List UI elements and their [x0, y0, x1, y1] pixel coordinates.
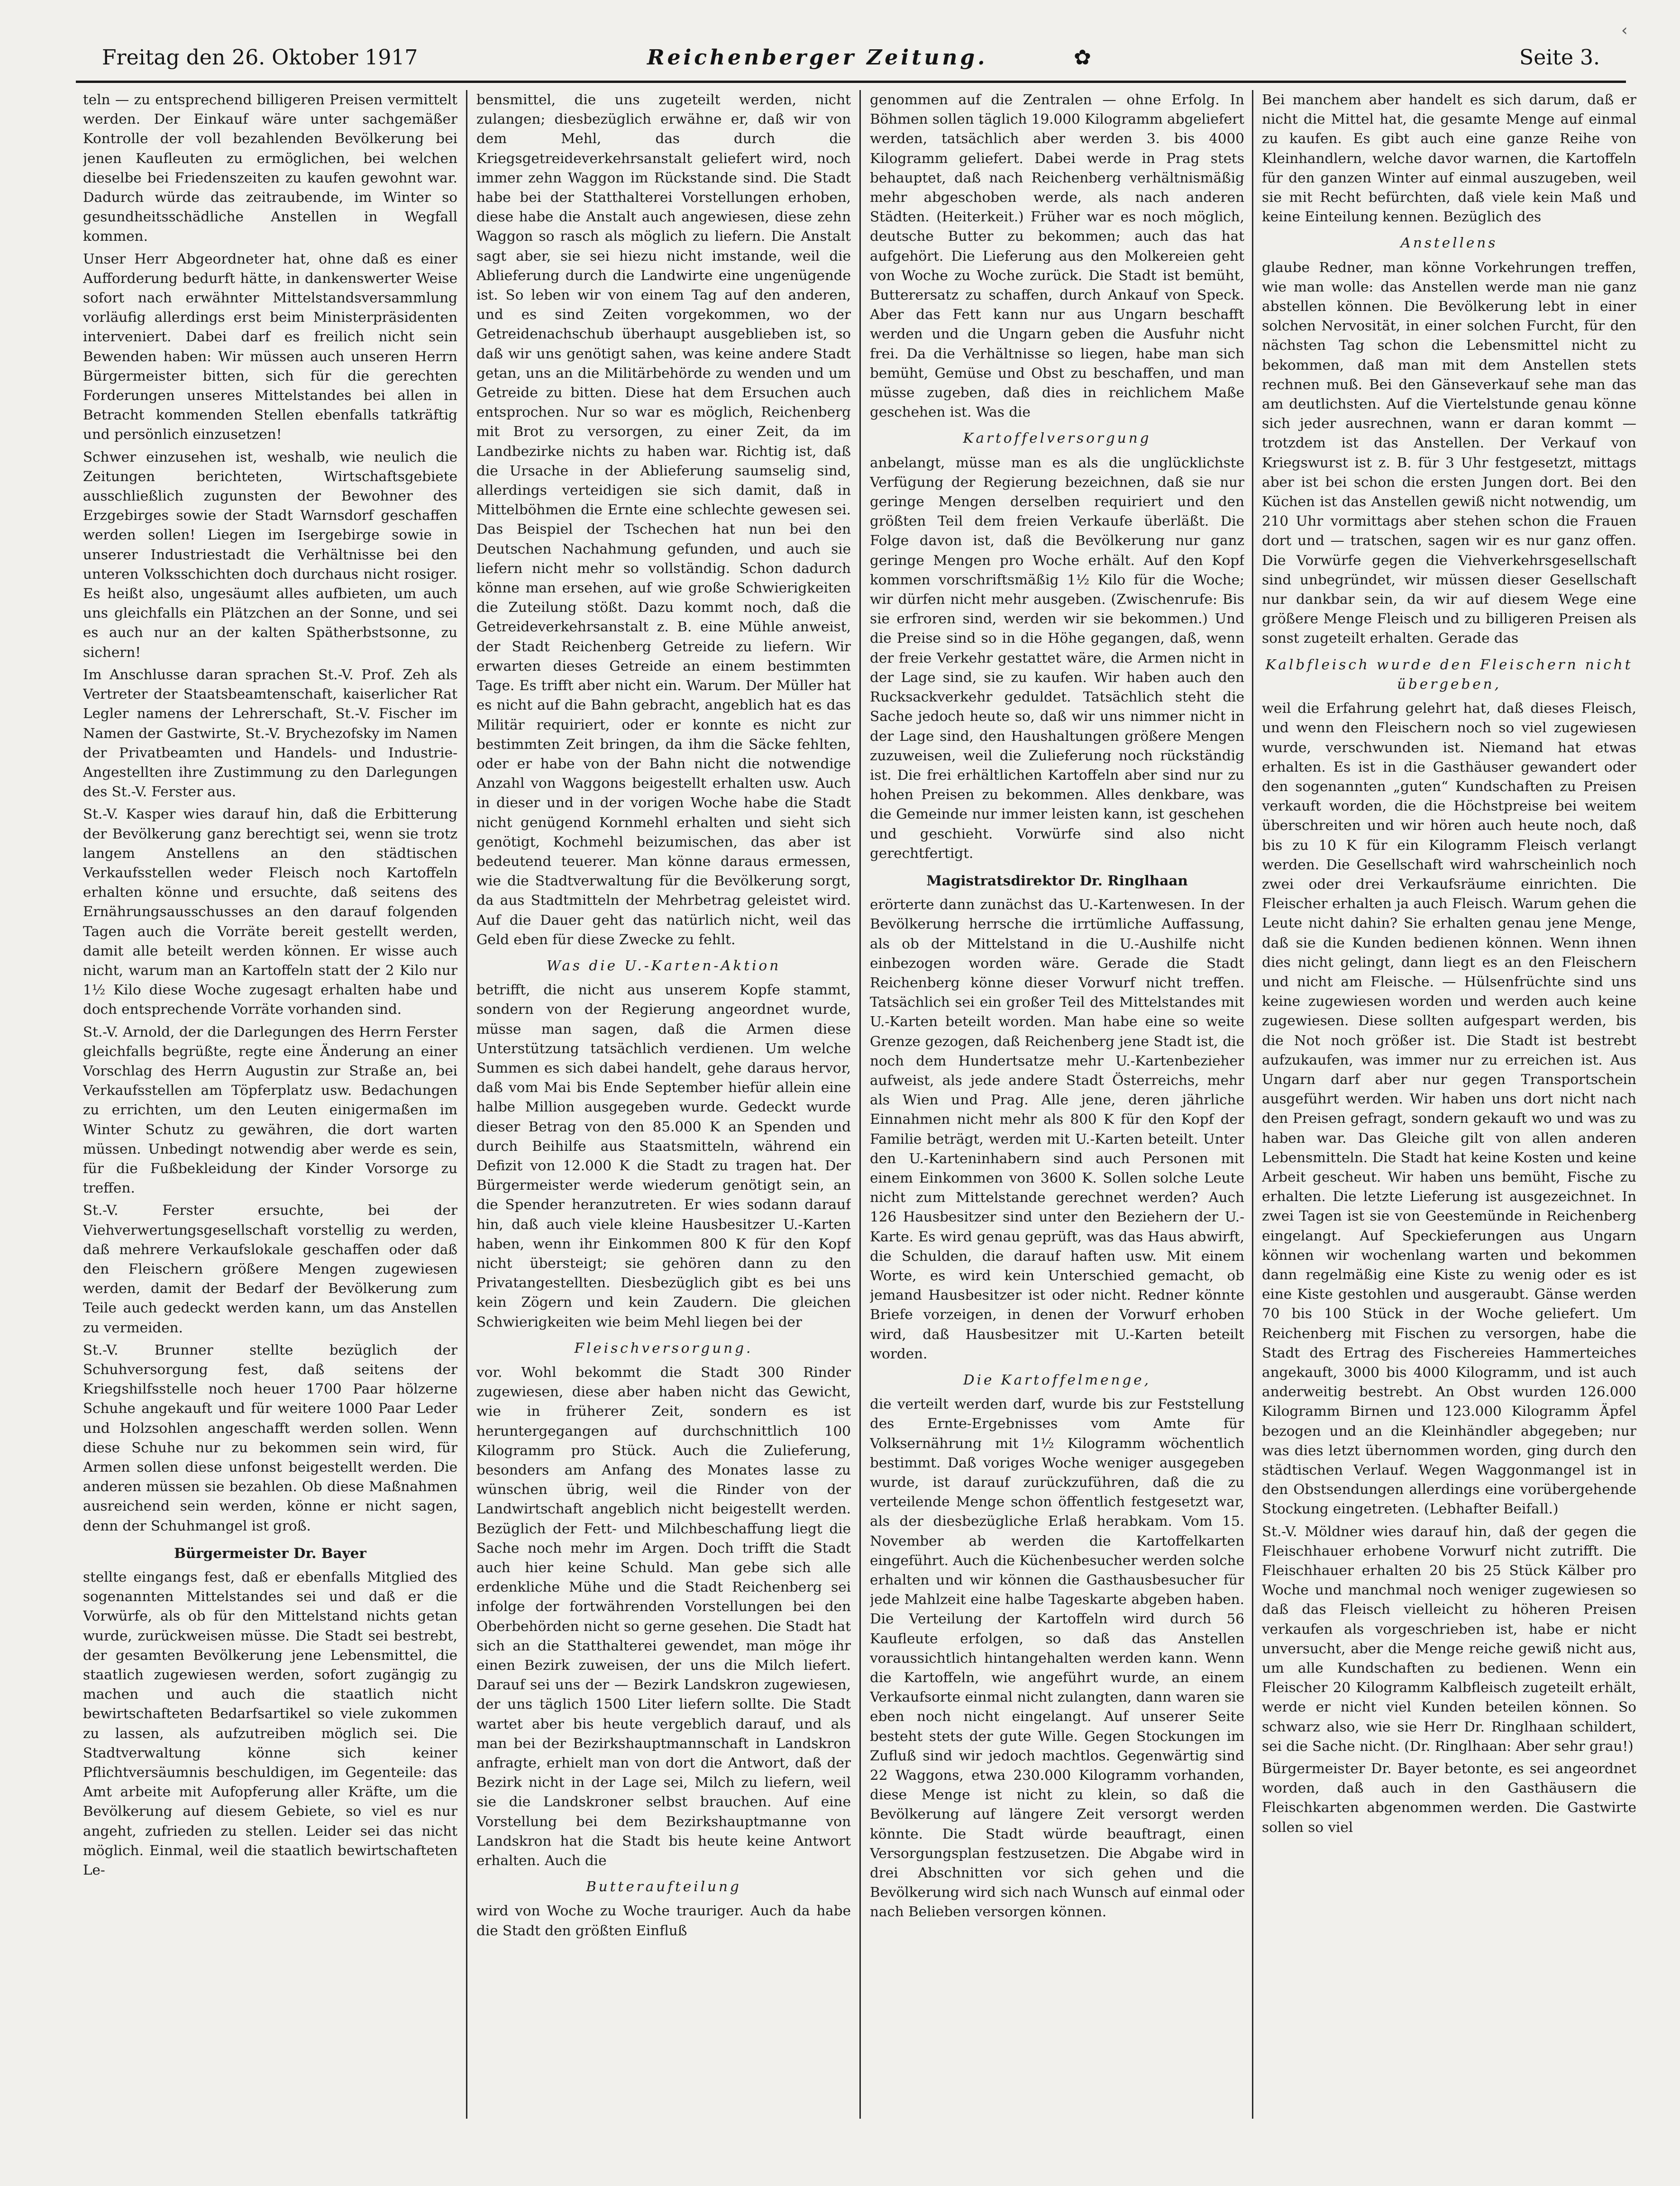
column-divider	[466, 90, 467, 2119]
section-heading: Die Kartoffelmenge,	[963, 1372, 1151, 1388]
header-rule	[76, 81, 1626, 83]
issue-date: Freitag den 26. Oktober 1917	[102, 46, 418, 70]
speaker-heading: Bürgermeister Dr. Bayer	[174, 1544, 366, 1561]
article-paragraph: Im Anschlusse daran sprachen St.-V. Prof. Zeh als Vertreter der Staatsbeamtenschaft, kaiserlicher Rat Legler namens der Lehrerschaft, St.-V. Fischer im Namen der Gastwirte, St.-V. Brychezofsky im Namen der Privatbeamten und Handels- und Industrie-Angestellten ihre Zustimmung zu den Darlegungen des St.-V. Ferster aus.	[83, 666, 457, 800]
article-paragraph: wird von Woche zu Woche trauriger. Auch da habe die Stadt den größten Einfluß	[476, 1903, 851, 1939]
section-heading: Fleischversorgung.	[574, 1339, 753, 1356]
article-paragraph: glaube Redner, man könne Vorkehrungen treffen, wie man wolle: das Anstellen werde man nie ganz abstellen können. Die Bevölkerung lebt in einer solchen Nervosität, in einer solchen Furcht, für den nächsten Tag schon die Lebensmittel nicht zu bekommen, daß man mit dem Anstellen stets rechnen muß. Bei den Gänseverkauf sehe man das am deutlichsten. Auf die Viertelstunde genau könne sich jeder ausrechnen, wann er daran kommt — trotzdem ist das Anstellen. Der Verkauf von Kriegswurst ist z. B. für 3 Uhr festgesetzt, mittags aber ist bei schon die ersten Jungen dort. Bei den Küchen ist das Anstellen gewiß nicht notwendig, um 210 Uhr vormittags aber stehen schon die Frauen dort und — tratschen, sagen wir es nur ganz offen. Die Vorwürfe gegen die Viehverkehrsgesellschaft sind unbegründet, wir müssen dieser Gesellschaft nur dankbar sein, da wir auf diesem Wege eine größere Menge Fleisch und zu billigeren Preisen als sonst zugeteilt erhalten. Gerade das	[1262, 259, 1636, 647]
article-paragraph: anbelangt, müsse man es als die unglücklichste Verfügung der Regierung bezeichnen, daß sie nur geringe Mengen derselben requiriert und den größten Teil dem freien Verkaufe überläßt. Die Folge davon ist, daß die Bevölkerung nur ganz geringe Mengen pro Woche erhält. Auf den Kopf kommen vorschriftsmäßig 1½ Kilo für die Woche; wir dürfen nicht mehr ausgeben. (Zwischenrufe: Bis sie erfroren sind, werden wir sie bekommen.) Und die Preise sind so in die Höhe gegangen, daß, wenn der freie Verkehr gestattet wäre, die Armen nicht in der Lage sind, sie zu kaufen. Wir haben auch den Rucksackverkehr geduldet. Tatsächlich steht die Sache jedoch heute so, daß wir uns nimmer nicht in der Lage sind, den Haushaltungen größere Mengen zuzuweisen, weil die Zulieferung noch rückständig ist. Die frei erhältlichen Kartoffeln aber sind nur zu hohen Preisen zu bekommen. Alles denkbare, was die Gemeinde nur immer leisten kann, ist geschehen und geschieht. Vorwürfe sind also nicht gerechtfertigt.	[870, 454, 1244, 861]
newspaper-title: Reichenberger Zeitung.	[647, 46, 988, 70]
section-heading: Kartoffelversorgung	[963, 430, 1151, 446]
column-2	[476, 90, 851, 2119]
article-paragraph: St.-V. Brunner stellte bezüglich der Schuhversorgung fest, daß seitens der Kriegshilfsstelle noch heuer 1700 Paar hölzerne Schuhe angekauft und für weitere 1000 Paar Leder und Holzsohlen angeschafft werden sollen. Wenn diese Schuhe nur zu bekommen sein wird, für Armen sollen diese unfonst beigestellt werden. Die anderen müssen sie bezahlen. Ob diese Maßnahmen ausreichend sein werden, könne er nicht sagen, denn der Schuhmangel ist groß.	[83, 1341, 457, 1534]
article-paragraph: St.-V. Ferster ersuchte, bei der Viehverwertungsgesellschaft vorstellig zu werden, daß mehrere Verkaufslokale geschaffen oder daß den Fleischern größere Mengen zugewiesen werden, damit der Bedarf der Bevölkerung zum Teile auch gedeckt werden kann, um das Anstellen zu vermeiden.	[83, 1202, 457, 1336]
article-paragraph: weil die Erfahrung gelehrt hat, daß dieses Fleisch, und wenn den Fleischern noch so viel zugewiesen wurde, verschwunden ist. Niemand hat etwas erhalten. Es ist in die Gasthäuser gewandert oder den sogenannten „guten“ Kundschaften zu Preisen verkauft worden, die die Höchstpreise bei weitem überschreiten und wir hören auch heute noch, daß bis zu 10 K für ein Kilogramm Fleisch verlangt werden. Die Gesellschaft wird wahrscheinlich noch zwei oder drei Verkaufsräume einrichten. Die Fleischer erhalten ja auch Fleisch. Warum gehen die Leute nicht dahin? Sie erhalten genau jene Menge, daß sie die Kunden bedienen können. Wenn ihnen dies nicht gelingt, dann liegt es an den Fleischern und nicht am Fleische. — Hülsenfrüchte sind uns keine zugewiesen worden und werden auch keine zugewiesen. Diese sollten aufgespart werden, bis die Not noch größer ist. Die Stadt ist bestrebt aufzukaufen, was immer nur zu erreichen ist. Aus Ungarn darf aber nur gegen Transportschein ausgeführt werden. Wir haben uns dort nicht nach den Preisen gefragt, sondern gekauft wo und was zu haben war. Das Gleiche gilt von allen anderen Lebensmitteln. Die Stadt hat keine Kosten und keine Arbeit gescheut. Wir haben uns bemüht, Fische zu erhalten. Die letzte Lieferung ist ausgezeichnet. In zwei Tagen ist sie von Geestemünde in Reichenberg eingelangt. Auf Speckieferungen aus Ungarn können wir wochenlang warten und bekommen dann regelmäßig eine Kiste zu wenig oder es ist eine Kiste gestohlen und ausgeraubt. Gänse werden 70 bis 100 Stück in der Woche geliefert. Um Reichenberg mit Fischen zu versorgen, habe die Stadt des Ertrag des Fischereies Hammerteiches angekauft, 3000 bis 4000 Kilogramm, und ist auch anderweitig bestrebt. An Obst wurden 126.000 Kilogramm Birnen und 123.000 Kilogramm Äpfel bezogen und an die Kleinhändler abgegeben; nur was dies letzt übernommen worden, ging durch den städtischen Verlauf. Wegen Waggonmangel ist in den Obstsendungen allerdings eine vorübergehende Stockung eingetreten. (Lebhafter Beifall.)	[1262, 700, 1636, 1517]
article-paragraph: erörterte dann zunächst das U.-Kartenwesen. In der Bevölkerung herrsche die irrtümliche Auffassung, als ob der Mittelstand in die U.-Aushilfe nicht einbezogen worden wäre. Gerade die Stadt Reichenberg könne dieser Vorwurf nicht treffen. Tatsächlich sei ein großer Teil des Mittelstandes mit U.-Karten beteilt worden. Man habe eine so weite Grenze gezogen, daß Reichenberg jene Stadt ist, die noch dem Hundertsatze mehr U.-Kartenbezieher aufweist, als jede andere Stadt Österreichs, mehr als Wien und Prag. Alle jene, deren jährliche Einnahmen nicht mehr als 800 K für den Kopf der Familie beträgt, werden mit U.-Karten beteilt. Unter den U.-Karteninhabern sind auch Personen mit einem Einkommen von 3600 K. Sollen solche Leute nicht zum Mittelstande gerechnet werden? Auch 126 Hausbesitzer sind unter den Beziehern der U.-Karte. Es wird genau geprüft, was das Haus abwirft, die Schulden, die darauf haften usw. Mit einem Worte, es wird kein Unterschied gemacht, ob jemand Hausbesitzer ist oder nicht. Redner könnte Briefe vorzeigen, in denen der Vorwurf erhoben wird, daß Hausbesitzer mit U.-Karten beteilt worden.	[870, 896, 1244, 1362]
column-4	[1262, 90, 1636, 2119]
article-paragraph: stellte eingangs fest, daß er ebenfalls Mitglied des sogenannten Mittelstandes sei und daß er die Vorwürfe, als ob für den Mittelstand nichts getan wurde, zurückweisen müsse. Die Stadt sei bestrebt, der gesamten Bevölkerung jene Lebensmittel, die staatlich zugewiesen werden, sofort zugängig zu machen und auch die staatlich nicht bewirtschafteten Bedarfsartikel so viele zukommen zu lassen, als aufzutreiben möglich sei. Die Stadtverwaltung könne sich keiner Pflichtversäumnis beschuldigen, im Gegenteile: das Amt arbeite mit Aufopferung aller Kräfte, um die Bevölkerung auf diesem Gebiete, so viel es nur angeht, zufrieden zu stellen. Leider sei das nicht möglich. Einmal, weil die staatlich bewirtschafteten Le-	[83, 1569, 457, 1878]
section-heading: Was die U.-Karten-Aktion	[546, 957, 781, 974]
page-number: Seite 3.	[1519, 46, 1600, 70]
article-paragraph: genommen auf die Zentralen — ohne Erfolg. In Böhmen sollen täglich 19.000 Kilogramm abgeliefert werden, tatsächlich aber werden 3. bis 4000 Kilogramm geliefert. Dabei werde in Prag stets behauptet, daß nach Reichenberg verhältnismäßig mehr abgeschoben werde, als nach anderen Städten. (Heiterkeit.) Früher war es noch möglich, deutsche Butter zu bekommen; auch das hat aufgehört. Die Lieferung aus den Molkereien geht von Woche zu Woche zurück. Die Stadt ist bemüht, Butterersatz zu schaffen, durch Ankauf von Speck. Aber das Fett kann nur aus Ungarn beschafft werden und die Ungarn geben die Ausfuhr nicht frei. Da die Verhältnisse so liegen, habe man sich bemüht, Gemüse und Obst zu beschaffen, und man müsse zugeben, daß dies in reichlichem Maße geschehen ist. Was die	[870, 91, 1244, 420]
ornament-icon: ✿	[1074, 46, 1091, 70]
article-paragraph: teln — zu entsprechend billigeren Preisen vermittelt werden. Der Einkauf wäre unter sachgemäßer Kontrolle der voll bezahlenden Bevölkerung bei jenen Kaufleuten zu ermöglichen, bei welchen dieselbe bei Friedenszeiten zu kaufen gewohnt war. Dadurch würde das zeitraubende, im Winter so gesundheitsschädliche Anstellen in Wegfall kommen.	[83, 91, 457, 245]
article-paragraph: Schwer einzusehen ist, weshalb, wie neulich die Zeitungen berichteten, Wirtschaftsgebiete ausschließlich zugunsten der Bewohner des Erzgebirges sowie der Stadt Warnsdorf geschaffen werden sollen! Liegen im Isergebirge sowie in unserer Industriestadt die Verhältnisse bei den unteren Volksschichten doch durchaus nicht rosiger. Es heißt also, ungesäumt alles aufbieten, um auch uns gleichfalls ein Plätzchen an der Sonne, und sei es auch nur an der kalten Spätherbstsonne, zu sichern!	[83, 448, 457, 660]
article-paragraph: St.-V. Möldner wies darauf hin, daß der gegen die Fleischhauer erhobene Vorwurf nicht zutrifft. Die Fleischhauer erhalten 20 bis 25 Stück Kälber pro Woche und manchmal noch weniger zugewiesen so daß das Fleisch vielleicht zu höheren Preisen verkaufen als vorgeschrieben ist, habe er nicht unversucht, aber die Menge reiche gewiß nicht aus, um alle Kundschaften zu bedienen. Wenn ein Fleischer 20 Kilogramm Kalbfleisch zugeteilt erhält, werde er nicht viel Kunden beteilen können. So schwarz also, wie sie Herr Dr. Ringlhaan schildert, sei die Sache nicht. (Dr. Ringlhaan: Aber sehr grau!)	[1262, 1523, 1636, 1754]
column-divider	[1252, 90, 1253, 2119]
article-paragraph: betrifft, die nicht aus unserem Kopfe stammt, sondern von der Regierung angeordnet wurde, müsse man sagen, daß die Armen diese Unterstützung tatsächlich verdienen. Um welche Summen es sich dabei handelt, gehe daraus hervor, daß vom Mai bis Ende September hiefür allein eine halbe Million ausgegeben wurde. Gedeckt wurde dieser Betrag von den 85.000 K an Spenden und durch Beihilfe aus Staatsmitteln, während ein Defizit von 12.000 K die Stadt zu tragen hat. Der Bürgermeister werde wiederum genötigt sein, an die Spender heranzutreten. Er wies sodann darauf hin, daß auch viele kleine Hausbesitzer U.-Karten haben, wenn ihr Einkommen 800 K für den Kopf nicht übersteigt; sie gehören dann zu den Privatangestellten. Diesbezüglich gibt es bei uns kein Zögern und kein Zaudern. Die gleichen Schwierigkeiten wie beim Mehl liegen bei der	[476, 982, 851, 1330]
section-heading: Butteraufteilung	[586, 1878, 741, 1895]
column-3	[870, 90, 1244, 2119]
article-paragraph: Bei manchem aber handelt es sich darum, daß er nicht die Mittel hat, die gesamte Menge auf einmal zu kaufen. Es gibt auch eine ganze Reihe von Kleinhandlern, welche davor warnen, die Kartoffeln für den ganzen Winter auf einmal auszugeben, weil sie mit Recht befürchten, daß viele kein Maß und keine Einteilung kennen. Bezüglich des	[1262, 91, 1636, 225]
article-paragraph: vor. Wohl bekommt die Stadt 300 Rinder zugewiesen, diese aber haben nicht das Gewicht, wie in früherer Zeit, sondern es ist heruntergegangen auf durchschnittlich 100 Kilogramm pro Stück. Auch die Zulieferung, besonders am Anfang des Monates lasse zu wünschen übrig, weil die Rinder von der Landwirtschaft angeblich nicht beigestellt werden. Bezüglich der Fett- und Milchbeschaffung liegt die Sache noch mehr im Argen. Doch trifft die Stadt auch hier keine Schuld. Man gebe sich alle erdenkliche Mühe und die Stadt Reichenberg sei infolge der fortwährenden Vorstellungen bei den Oberbehörden nicht so gerne gesehen. Die Stadt hat sich an die Statthalterei gewendet, man möge ihr einen Bezirk zuweisen, der uns die Milch liefert. Darauf sei uns der — Bezirk Landskron zugewiesen, der uns täglich 1500 Liter liefern sollte. Die Stadt wartet aber bis heute vergeblich darauf, und als man bei der Bezirkshauptmannschaft in Landskron anfragte, erhielt man von dort die Antwort, daß der Bezirk nicht in der Lage sei, Milch zu liefern, weil sie die Landskroner selbst brauchen. Auf eine Vorstellung bei dem Bezirkshauptmanne von Landskron hat die Stadt bis heute keine Antwort erhalten. Auch die	[476, 1364, 851, 1869]
section-heading: Anstellens	[1400, 235, 1498, 251]
article-paragraph: St.-V. Arnold, der die Darlegungen des Herrn Ferster gleichfalls begrüßte, regte eine Änderung an einer Vorschlag des Herrn Augustin zur Straße an, bei Verkaufsstellen am Töpferplatz usw. Bedachungen zu errichten, um den Leuten einigermaßen im Winter Schutz zu gewähren, die dort warten müssen. Unbedingt notwendig aber werde es sein, für die Fußbekleidung der Kinder Vorsorge zu treffen.	[83, 1023, 457, 1196]
speaker-heading: Magistratsdirektor Dr. Ringlhaan	[926, 872, 1188, 889]
article-paragraph: die verteilt werden darf, wurde bis zur Feststellung des Ernte-Ergebnisses vom Amte für Volksernährung mit 1½ Kilogramm wöchentlich bestimmt. Daß voriges Woche weniger ausgegeben wurde, ist darauf zurückzuführen, daß die zu verteilende Menge schon öffentlich festgesetzt war, als der diesbezügliche Erlaß herabkam. Vom 15. November ab werden die Kartoffelkarten eingeführt. Auch die Küchenbesucher werden solche erhalten und wir können die Gasthausbesucher für jede Mahlzeit eine halbe Tageskarte abgeben haben. Die Verteilung der Kartoffeln wird durch 56 Kaufleute erfolgen, so daß das Anstellen voraussichtlich hintangehalten werden kann. Wenn die Kartoffeln, wie angeführt wurde, an einem Verkaufsorte einmal nicht zulangten, dann waren sie eben noch nicht eingelangt. Auf unserer Seite besteht stets der gute Wille. Gegen Stockungen im Zufluß sind wir jedoch machtlos. Gegenwärtig sind 22 Waggons, etwa 230.000 Kilogramm vorhanden, diese Menge ist nicht zu klein, so daß die Bevölkerung auf längere Zeit versorgt werden könnte. Die Stadt würde beauftragt, einen Versorgungsplan festzusetzen. Die Abgabe wird in drei Abschnitten vor sich gehen und die Bevölkerung wird sich nach Wunsch auf einmal oder nach Belieben versorgen können.	[870, 1396, 1244, 1920]
article-paragraph: St.-V. Kasper wies darauf hin, daß die Erbitterung der Bevölkerung ganz berechtigt sei, wenn sie trotz langem Anstellens an den städtischen Verkaufsstellen weder Fleisch noch Kartoffeln erhalten könne und ersuchte, daß seitens des Ernährungsausschusses an den darauf folgenden Tagen auch die Vorräte bereit gestellt werden, damit alle beteilt werden können. Er wisse auch nicht, warum man an Kartoffeln statt der 2 Kilo nur 1½ Kilo diese Woche zugesagt erhalten habe und doch entsprechende Vorräte vorhanden sind.	[83, 806, 457, 1018]
margin-mark: ‹	[1621, 21, 1628, 40]
column-1	[83, 90, 457, 2119]
article-paragraph: Unser Herr Abgeordneter hat, ohne daß es einer Aufforderung bedurft hätte, in dankenswerter Weise sofort nach erwähnter Mittelstandsversammlung vorläufig allerdings erst beim Ministerpräsidenten interveniert. Dabei darf es freilich nicht sein Bewenden haben: Wir müssen auch unseren Herrn Bürgermeister bitten, sich für die gerechten Forderungen unseres Mittelstandes bei allen in Betracht kommenden Stellen ebenfalls tatkräftig und persönlich einzusetzen!	[83, 250, 457, 443]
article-paragraph: Bürgermeister Dr. Bayer betonte, es sei angeordnet worden, daß auch in den Gasthäusern die Fleischkarten abgenommen werden. Die Gastwirte sollen so viel	[1262, 1760, 1636, 1835]
section-heading: Kalbfleisch wurde den Fleischern nicht übergeben,	[1265, 656, 1633, 692]
page-header	[102, 46, 1600, 73]
article-paragraph: bensmittel, die uns zugeteilt werden, nicht zulangen; diesbezüglich erwähne er, daß wir von dem Mehl, das durch die Kriegsgetreideverkehrsanstalt geliefert wird, noch immer zehn Waggon im Rückstande sind. Die Stadt habe bei der Statthalterei Vorstellungen erhoben, diese habe die Anstalt auch angewiesen, diese zehn Waggon so rasch als möglich zu liefern. Die Anstalt sagt aber, sie sei hiezu nicht imstande, weil die Ablieferung durch die Landwirte eine ungenügende ist. So leben wir von einem Tag auf den anderen, und es sind Zeiten vorgekommen, wo der Getreidenachschub überhaupt ausgeblieben ist, so daß wir uns genötigt sahen, was keine andere Stadt getan, uns an die Militärbehörde zu wenden und um Getreide zu bitten. Diese hat dem Ersuchen auch entsprochen. Nur so war es möglich, Reichenberg mit Brot zu versorgen, zu einer Zeit, da im Landbezirke nichts zu haben war. Richtig ist, daß die Ursache in der Ablieferung saumselig sind, allerdings verteidigen sie sich damit, daß in Mittelböhmen die Ernte eine schlechte gewesen sei. Das Beispiel der Tschechen hat nun bei den Deutschen Nachahmung gefunden, und auch sie liefern nicht mehr so vollständig. Schon dadurch könne man ersehen, auf wie große Schwierigkeiten die Zuteilung stößt. Dazu kommt noch, daß die Getreideverkehrsanstalt z. B. eine Mühle anweist, der Stadt Reichenberg Getreide zu liefern. Wir erwarten dieses Getreide an einem bestimmten Tage. Es trifft aber nicht ein. Warum. Der Müller hat es nicht auf die Bahn gebracht, angeblich hat es das Militär requiriert, oder er konnte es nicht zur bestimmten Zeit bringen, da ihm die Säcke fehlten, oder er habe von der Bahn nicht die notwendige Anzahl von Waggons beigestellt erhalten usw. Auch in dieser und in der vorigen Woche habe die Stadt nicht genügend Kornmehl erhalten und sieht sich genötigt, Kochmehl beizumischen, das aber ist bedeutend teuerer. Man könne daraus ermessen, wie die Stadtverwaltung für die Bevölkerung sorgt, da aus Stadtmitteln der Mehrbetrag geleistet wird. Auf die Dauer geht das natürlich nicht, weil das Geld eben für diese Zwecke zu fehlt.	[476, 91, 851, 947]
column-divider	[859, 90, 861, 2119]
